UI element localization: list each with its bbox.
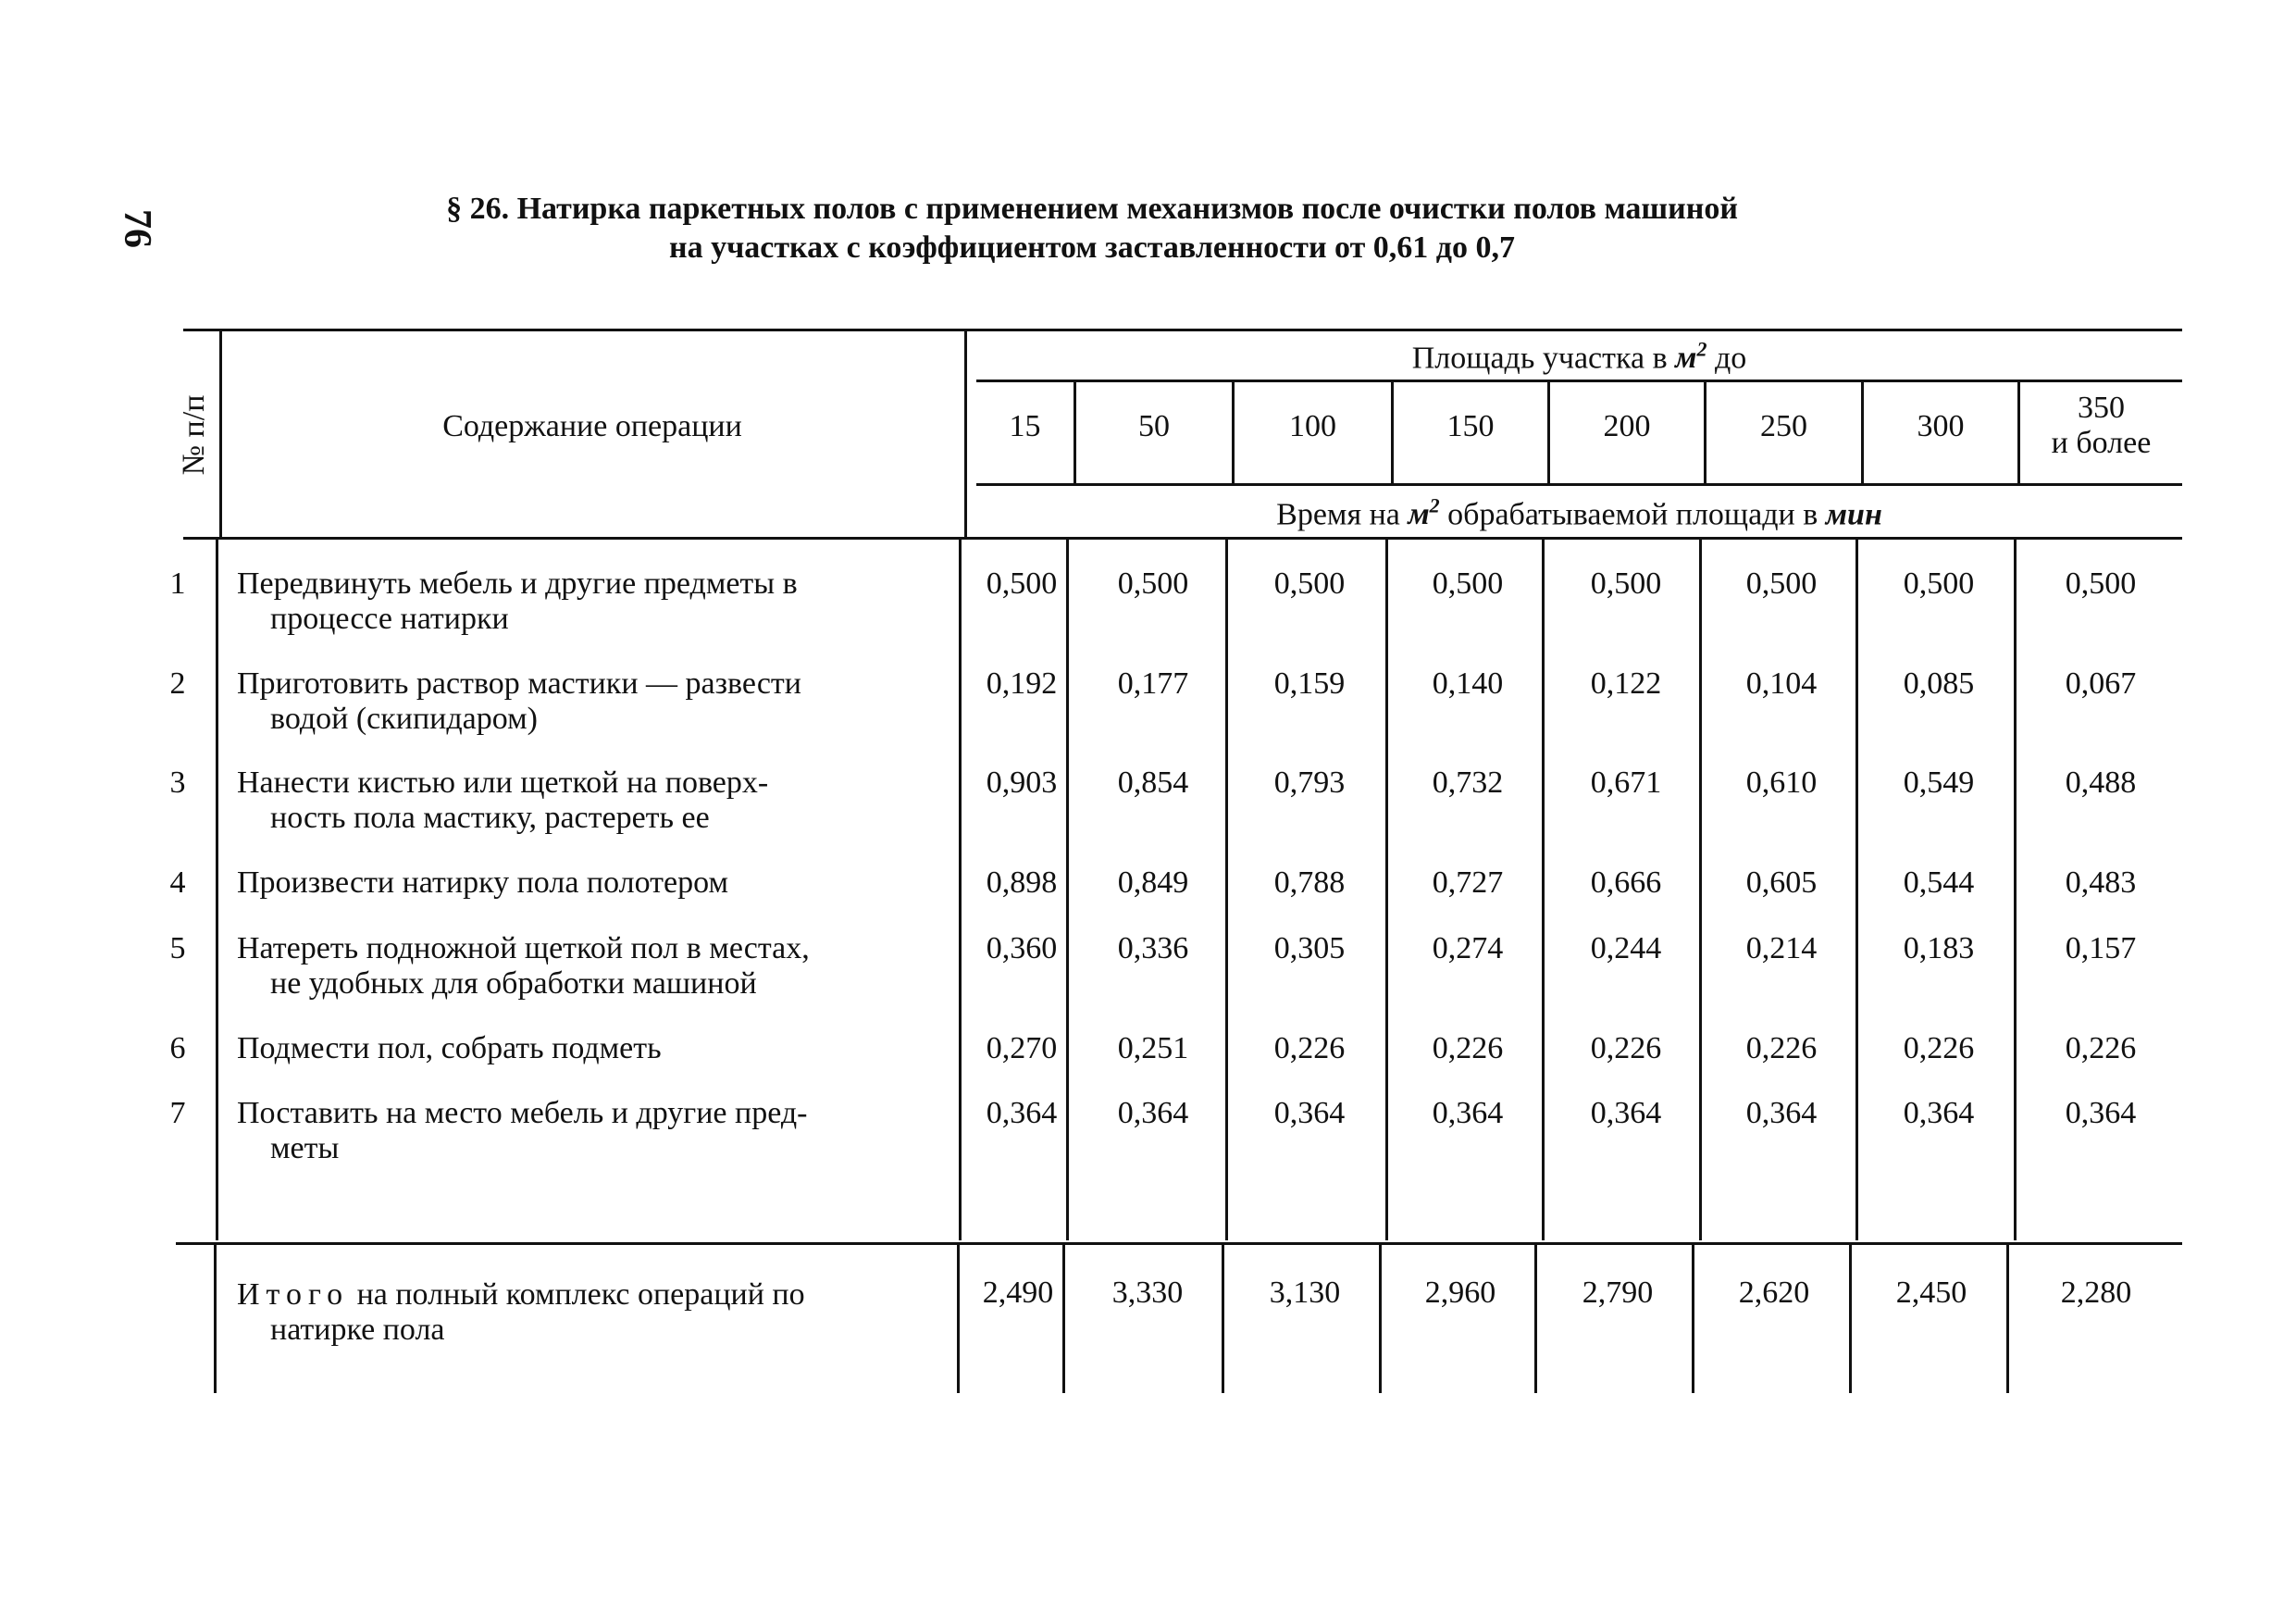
time-value-cell: 0,500 — [1745, 566, 1818, 601]
header-row-number: № п/п — [177, 394, 211, 476]
operation-line1: Произвести натирку пола полотером — [237, 865, 729, 900]
operation-line2: ность пола мастику, растереть ее — [270, 801, 710, 835]
operation-text — [237, 1096, 940, 1166]
time-value-cell: 0,226 — [1903, 1031, 1975, 1065]
time-value-cell: 0,360 — [986, 931, 1058, 965]
total-vline-6 — [1849, 1245, 1852, 1393]
operation-text — [237, 765, 940, 836]
total-label-line2: натирке пола — [270, 1313, 445, 1347]
total-label — [237, 1277, 940, 1348]
time-value-cell: 0,364 — [2065, 1096, 2137, 1130]
header-time — [976, 494, 2182, 532]
header-area-15: 15 — [1009, 409, 1041, 443]
operation-line1: Натереть подножной щеткой пол в местах, — [237, 931, 810, 965]
time-value-cell: 0,903 — [986, 765, 1058, 800]
total-value-cell: 3,130 — [1269, 1276, 1341, 1310]
time-value-cell: 0,364 — [1745, 1096, 1818, 1130]
header-area-350-line2: и более — [2051, 426, 2152, 460]
header-area — [976, 338, 2182, 376]
row-number: 2 — [169, 666, 186, 701]
header-time-prefix: Время на — [1276, 497, 1400, 532]
total-vline-1 — [1062, 1245, 1065, 1393]
time-value-cell: 0,727 — [1432, 865, 1504, 900]
header-area-350-line1: 350 — [2078, 391, 2125, 425]
total-value-cell: 2,490 — [982, 1276, 1054, 1310]
total-label-rest: на полный комплекс операций по — [356, 1277, 805, 1312]
total-vline-num — [214, 1245, 217, 1393]
time-value-cell: 0,500 — [1903, 566, 1975, 601]
header-area-350 — [2020, 391, 2182, 461]
body-vline-2 — [1225, 540, 1228, 1240]
time-value-cell: 0,364 — [1590, 1096, 1662, 1130]
operation-line2: водой (скипидаром) — [270, 702, 538, 736]
total-vline-3 — [1379, 1245, 1382, 1393]
total-top-rule — [176, 1242, 2182, 1245]
time-value-cell: 0,732 — [1432, 765, 1504, 800]
operation-line2: процессе натирки — [270, 602, 509, 636]
operation-line1: Передвинуть мебель и другие предметы в — [237, 566, 798, 601]
total-value-cell: 2,280 — [2060, 1276, 2132, 1310]
header-area-100: 100 — [1289, 409, 1336, 443]
row-number: 6 — [169, 1031, 186, 1065]
operation-line2: меты — [270, 1131, 340, 1165]
time-value-cell: 0,183 — [1903, 931, 1975, 965]
total-vline-5 — [1692, 1245, 1694, 1393]
section-title — [352, 190, 1832, 268]
header-area-suffix: до — [1714, 341, 1747, 376]
time-value-cell: 0,226 — [1590, 1031, 1662, 1065]
body-vline-5 — [1699, 540, 1702, 1240]
header-area-50: 50 — [1138, 409, 1170, 443]
time-value-cell: 0,192 — [986, 666, 1058, 701]
operation-text — [237, 1031, 940, 1066]
time-value-cell: 0,226 — [1432, 1031, 1504, 1065]
header-operation: Содержание операции — [442, 409, 742, 443]
time-value-cell: 0,159 — [1273, 666, 1346, 701]
body-vline-4 — [1542, 540, 1545, 1240]
time-value-cell: 0,226 — [1273, 1031, 1346, 1065]
header-time-minutes: мин — [1825, 497, 1882, 532]
header-area-prefix: Площадь участка в — [1411, 341, 1668, 376]
header-area-exp: 2 — [1696, 338, 1707, 361]
time-value-cell: 0,898 — [986, 865, 1058, 900]
time-value-cell: 0,671 — [1590, 765, 1662, 800]
time-value-cell: 0,270 — [986, 1031, 1058, 1065]
header-area-unit: м — [1675, 341, 1697, 376]
row-number: 7 — [169, 1096, 186, 1130]
time-value-cell: 0,605 — [1745, 865, 1818, 900]
time-value-cell: 0,500 — [1117, 566, 1189, 601]
header-time-unit: м — [1408, 497, 1430, 532]
total-vline-op — [957, 1245, 960, 1393]
time-value-cell: 0,157 — [2065, 931, 2137, 965]
header-time-middle: обрабатываемой площади в — [1447, 497, 1818, 532]
time-value-cell: 0,500 — [2065, 566, 2137, 601]
row-number: 1 — [169, 566, 186, 601]
time-value-cell: 0,104 — [1745, 666, 1818, 701]
operation-text — [237, 666, 940, 737]
time-value-cell: 0,226 — [1745, 1031, 1818, 1065]
time-value-cell: 0,067 — [2065, 666, 2137, 701]
row-number: 3 — [169, 765, 186, 800]
time-value-cell: 0,274 — [1432, 931, 1504, 965]
header-vline-op — [964, 331, 967, 537]
time-value-cell: 0,305 — [1273, 931, 1346, 965]
time-value-cell: 0,500 — [986, 566, 1058, 601]
time-value-cell: 0,177 — [1117, 666, 1189, 701]
header-area-200: 200 — [1603, 409, 1651, 443]
total-vline-2 — [1222, 1245, 1224, 1393]
time-value-cell: 0,244 — [1590, 931, 1662, 965]
total-value-cell: 2,790 — [1582, 1276, 1654, 1310]
operation-text — [237, 566, 940, 637]
total-value-cell: 2,960 — [1424, 1276, 1496, 1310]
operation-line1: Нанести кистью или щеткой на поверх- — [237, 765, 769, 800]
operation-text — [237, 931, 940, 1002]
total-vline-7 — [2006, 1245, 2009, 1393]
time-value-cell: 0,364 — [1903, 1096, 1975, 1130]
header-bottom-rule — [183, 537, 2182, 540]
operation-line2: не удобных для обработки машиной — [270, 966, 757, 1001]
time-value-cell: 0,610 — [1745, 765, 1818, 800]
body-vline-num — [216, 540, 218, 1240]
table-top-rule — [183, 329, 2182, 331]
total-value-cell: 2,620 — [1738, 1276, 1810, 1310]
time-value-cell: 0,483 — [2065, 865, 2137, 900]
time-value-cell: 0,336 — [1117, 931, 1189, 965]
total-label-itogo: Итого — [237, 1277, 350, 1312]
time-value-cell: 0,364 — [1117, 1096, 1189, 1130]
time-value-cell: 0,793 — [1273, 765, 1346, 800]
row-number: 5 — [169, 931, 186, 965]
time-value-cell: 0,085 — [1903, 666, 1975, 701]
total-value-cell: 3,330 — [1111, 1276, 1184, 1310]
time-value-cell: 0,488 — [2065, 765, 2137, 800]
time-value-cell: 0,500 — [1432, 566, 1504, 601]
operation-line1: Поставить на место мебель и другие пред- — [237, 1096, 808, 1130]
section-title-line1: § 26. Натирка паркетных полов с применением механизмов после очистки полов машиной — [446, 192, 1738, 226]
time-header-rule — [976, 483, 2182, 486]
area-header-rule — [976, 380, 2182, 382]
row-number: 4 — [169, 865, 186, 900]
header-area-300: 300 — [1917, 409, 1965, 443]
time-value-cell: 0,854 — [1117, 765, 1189, 800]
time-value-cell: 0,226 — [2065, 1031, 2137, 1065]
total-vline-4 — [1534, 1245, 1537, 1393]
time-value-cell: 0,364 — [1432, 1096, 1504, 1130]
time-value-cell: 0,500 — [1273, 566, 1346, 601]
time-value-cell: 0,544 — [1903, 865, 1975, 900]
time-value-cell: 0,140 — [1432, 666, 1504, 701]
time-value-cell: 0,849 — [1117, 865, 1189, 900]
time-value-cell: 0,364 — [1273, 1096, 1346, 1130]
header-time-exp: 2 — [1429, 494, 1440, 517]
time-value-cell: 0,122 — [1590, 666, 1662, 701]
time-value-cell: 0,788 — [1273, 865, 1346, 900]
body-vline-7 — [2014, 540, 2017, 1240]
time-value-cell: 0,666 — [1590, 865, 1662, 900]
operation-line1: Подмести пол, собрать подметь — [237, 1031, 662, 1065]
total-value-cell: 2,450 — [1895, 1276, 1967, 1310]
body-vline-6 — [1855, 540, 1858, 1240]
section-title-line2: на участках с коэффициентом заставленности от 0,61 до 0,7 — [669, 230, 1515, 265]
page-number: 76 — [116, 209, 158, 248]
time-value-cell: 0,500 — [1590, 566, 1662, 601]
time-value-cell: 0,364 — [986, 1096, 1058, 1130]
body-vline-3 — [1385, 540, 1388, 1240]
header-area-150: 150 — [1446, 409, 1495, 443]
operation-text — [237, 865, 940, 901]
time-value-cell: 0,251 — [1117, 1031, 1189, 1065]
header-area-250: 250 — [1760, 409, 1807, 443]
time-value-cell: 0,214 — [1745, 931, 1818, 965]
operation-line1: Приготовить раствор мастики — развести — [237, 666, 801, 701]
time-value-cell: 0,549 — [1903, 765, 1975, 800]
